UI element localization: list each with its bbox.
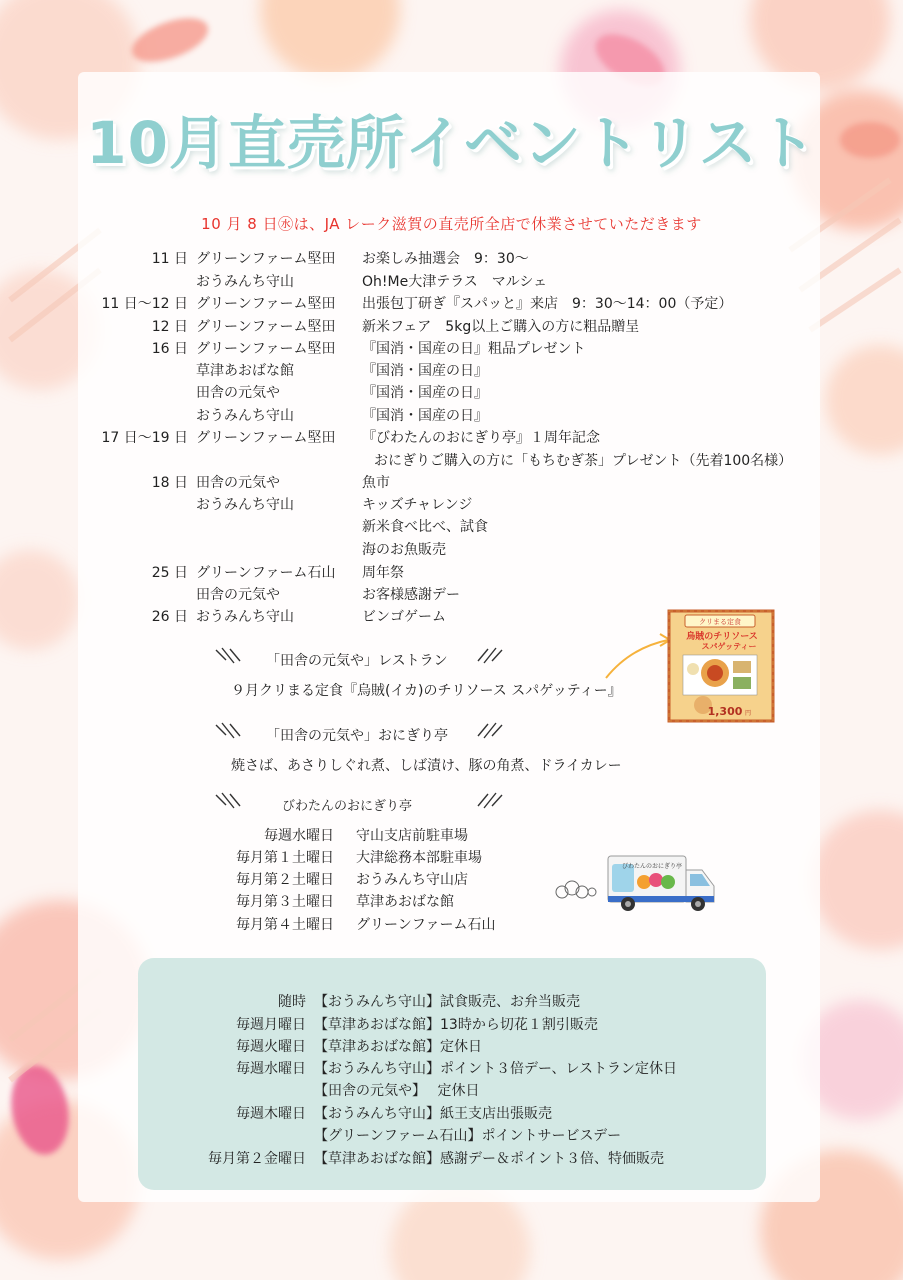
event-date: 18 日 bbox=[151, 475, 188, 491]
recurring-when: 毎月第２金曜日 bbox=[208, 1151, 306, 1167]
event-date: 25 日 bbox=[151, 565, 188, 581]
sparkle-left-icon bbox=[214, 647, 244, 667]
event-store: グリーンファーム堅田 bbox=[196, 341, 336, 357]
schedule-day: 毎月第３土曜日 bbox=[236, 894, 334, 910]
event-store: おうみんち守山 bbox=[196, 609, 294, 625]
restaurant-heading: 「田舎の元気や」レストラン bbox=[266, 653, 448, 669]
schedule-day: 毎月第２土曜日 bbox=[236, 872, 334, 888]
event-store: グリーンファーム堅田 bbox=[196, 430, 336, 446]
schedule-day: 毎月第１土曜日 bbox=[236, 850, 334, 866]
menu-header: クリまる定食 bbox=[699, 618, 741, 626]
event-text: キッズチャレンジ bbox=[362, 497, 473, 513]
recurring-text: 【草津あおばな館】感謝デー＆ポイント３倍、特価販売 bbox=[314, 1151, 664, 1167]
recurring-text: 【おうみんち守山】試食販売、お弁当販売 bbox=[314, 994, 580, 1010]
event-text: 『国消・国産の日』 bbox=[362, 385, 488, 401]
event-store: 田舎の元気や bbox=[196, 587, 280, 603]
onigiri-menu-text: 焼さば、あさりしぐれ煮、しば漬け、豚の角煮、ドライカレー bbox=[231, 758, 622, 774]
recurring-when: 毎週火曜日 bbox=[236, 1039, 306, 1055]
event-store: グリーンファーム堅田 bbox=[196, 319, 336, 335]
menu-price: 1,300 bbox=[707, 705, 743, 718]
event-text: 『国消・国産の日』 bbox=[362, 363, 488, 379]
recurring-when: 毎週月曜日 bbox=[236, 1017, 306, 1033]
biwatan-heading: びわたんのおにぎり亭 bbox=[282, 799, 413, 814]
event-text: 新米フェア 5kg以上ご購入の方に粗品贈呈 bbox=[362, 319, 640, 335]
closure-notice: 10 月 8 日㊌は、JA レーク滋賀の直売所全店で休業させていただきます bbox=[201, 215, 702, 233]
recurring-text: 【おうみんち守山】紙王支店出張販売 bbox=[314, 1106, 552, 1122]
schedule-place: 大津総務本部駐車場 bbox=[356, 850, 482, 866]
event-store: グリーンファーム石山 bbox=[196, 565, 336, 581]
event-text: 『国消・国産の日』 bbox=[362, 408, 488, 424]
schedule-place: グリーンファーム石山 bbox=[356, 917, 496, 933]
event-text: 新米食べ比べ、試食 bbox=[362, 519, 488, 535]
page-title: 10月直売所イベントリスト bbox=[86, 109, 817, 177]
event-text: おにぎりご購入の方に「もちむぎ茶」プレゼント（先着100名様） bbox=[374, 453, 793, 469]
menu-price-unit: 円 bbox=[745, 710, 752, 717]
sparkle-left-icon bbox=[214, 722, 244, 742]
event-text: 海のお魚販売 bbox=[362, 542, 446, 558]
restaurant-menu-text: ９月クリまる定食『烏賊(イカ)のチリソース スパゲッティー』 bbox=[231, 683, 622, 699]
recurring-text: 【草津あおばな館】13時から切花１割引販売 bbox=[314, 1017, 598, 1033]
event-store: グリーンファーム堅田 bbox=[196, 251, 336, 267]
menu-title-2: スパゲッティー bbox=[701, 642, 757, 651]
event-store: おうみんち守山 bbox=[196, 497, 294, 513]
event-date: 11 日 bbox=[151, 251, 188, 267]
event-store: おうみんち守山 bbox=[196, 408, 294, 424]
truck-label: びわたんのおにぎり亭 bbox=[621, 863, 683, 870]
recurring-text: 【おうみんち守山】ポイント３倍デー、レストラン定休日 bbox=[314, 1061, 678, 1077]
event-date: 11 日～12 日 bbox=[101, 296, 188, 312]
recurring-when: 毎週水曜日 bbox=[236, 1061, 306, 1077]
schedule-place: 守山支店前駐車場 bbox=[356, 828, 468, 844]
schedule-day: 毎週水曜日 bbox=[264, 828, 334, 844]
event-text: Oh!Me大津テラス マルシェ bbox=[362, 274, 548, 290]
menu-title-1: 烏賊のチリソース bbox=[686, 632, 758, 642]
event-date: 26 日 bbox=[151, 609, 188, 625]
event-date: 17 日～19 日 bbox=[101, 430, 188, 446]
event-store: おうみんち守山 bbox=[196, 274, 294, 290]
event-text: お客様感謝デー bbox=[362, 587, 460, 603]
event-store: 田舎の元気や bbox=[196, 475, 280, 491]
event-text: 周年祭 bbox=[362, 565, 404, 581]
event-text: 魚市 bbox=[362, 475, 390, 491]
sparkle-left-icon bbox=[214, 792, 244, 812]
recurring-when: 毎週木曜日 bbox=[236, 1106, 306, 1122]
recurring-when: 随時 bbox=[278, 994, 306, 1010]
event-store: 草津あおばな館 bbox=[196, 363, 294, 379]
sparkle-right-icon bbox=[474, 792, 504, 812]
recurring-text: 【グリーンファーム石山】ポイントサービスデー bbox=[314, 1128, 622, 1144]
schedule-place: おうみんち守山店 bbox=[356, 872, 468, 888]
event-text: 出張包丁研ぎ『スパッと』来店 9：30～14：00（予定） bbox=[362, 296, 733, 312]
recurring-text: 【田舎の元気や】 定休日 bbox=[314, 1083, 480, 1099]
event-text: ビンゴゲーム bbox=[362, 609, 446, 625]
recurring-text: 【草津あおばな館】定休日 bbox=[314, 1039, 482, 1055]
schedule-day: 毎月第４土曜日 bbox=[236, 917, 334, 933]
food-truck-image bbox=[552, 852, 718, 914]
event-date: 12 日 bbox=[151, 319, 188, 335]
sparkle-right-icon bbox=[474, 722, 504, 742]
event-text: 『国消・国産の日』粗品プレゼント bbox=[362, 341, 586, 357]
event-date: 16 日 bbox=[151, 341, 188, 357]
event-store: 田舎の元気や bbox=[196, 385, 280, 401]
onigiri-heading: 「田舎の元気や」おにぎり亭 bbox=[266, 728, 448, 744]
sparkle-right-icon bbox=[474, 647, 504, 667]
event-text: 『びわたんのおにぎり亭』１周年記念 bbox=[362, 430, 600, 446]
menu-poster-image bbox=[667, 609, 777, 725]
schedule-place: 草津あおばな館 bbox=[356, 894, 454, 910]
event-text: お楽しみ抽選会 9：30～ bbox=[362, 251, 529, 267]
event-store: グリーンファーム堅田 bbox=[196, 296, 336, 312]
